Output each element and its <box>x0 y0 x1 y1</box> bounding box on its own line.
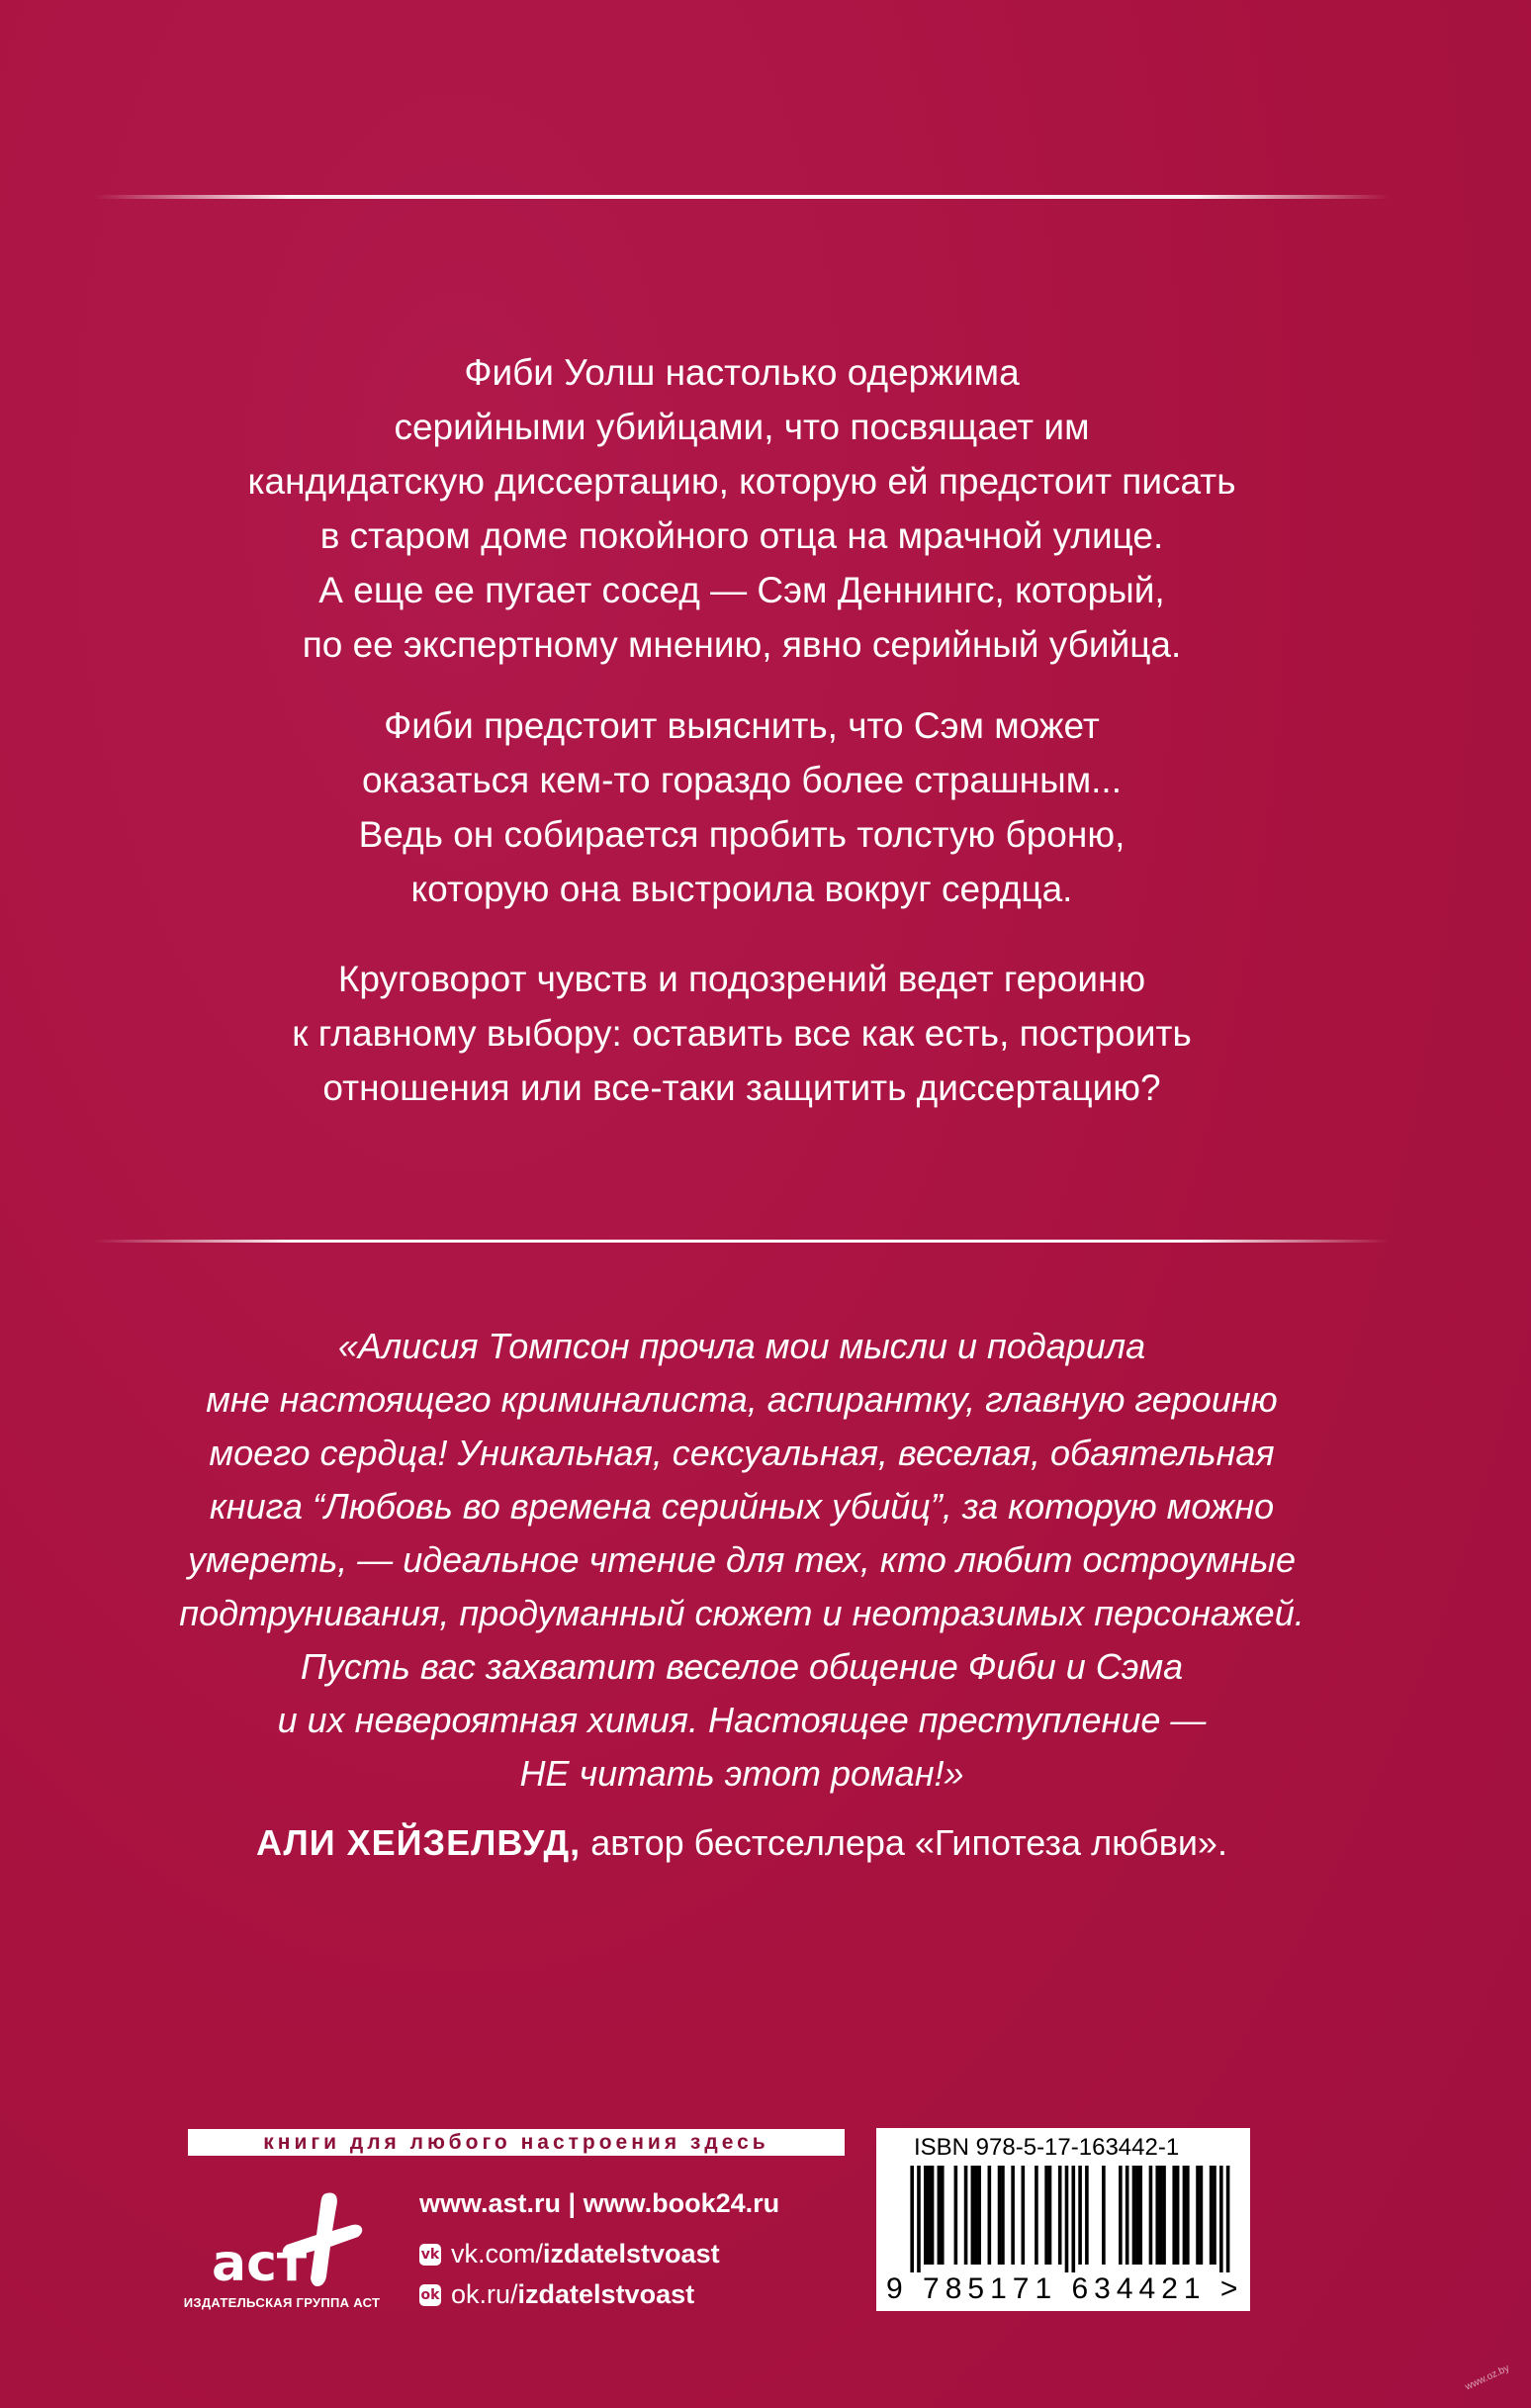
barcode-bar <box>1219 2166 1223 2272</box>
web-links[interactable]: www.ast.ru | www.book24.ru <box>419 2188 780 2218</box>
quote-line: мне настоящего криминалиста, аспирантку, главную героиню <box>206 1379 1278 1420</box>
quote-line: «Алисия Томпсон прочла мои мысли и подарила <box>337 1326 1146 1366</box>
quote-line: подтрунивания, продуманный сюжет и неотразимых персонажей. <box>179 1593 1305 1633</box>
publisher-caption: ИЗДАТЕЛЬСКАЯ ГРУППА АСТ <box>183 2295 381 2310</box>
blurb-line: А еще ее пугает сосед — Сэм Деннингс, который, <box>318 570 1165 610</box>
barcode-bar <box>938 2166 942 2265</box>
barcode-bar <box>1138 2166 1142 2265</box>
blurb-line: отношения или все-таки защитить диссертацию? <box>322 1067 1161 1108</box>
barcode-bar <box>1126 2166 1129 2265</box>
barcode-bar <box>1035 2166 1038 2265</box>
barcode-bar <box>954 2166 958 2265</box>
isbn-block <box>876 2128 1250 2311</box>
blurb-line: к главному выбору: оставить все как есть, построить <box>292 1013 1192 1054</box>
vk-icon: vk <box>419 2244 441 2266</box>
barcode-bar <box>1162 2166 1166 2265</box>
barcode-bar <box>964 2166 968 2265</box>
barcode-bar <box>1048 2166 1052 2265</box>
barcode-bar <box>971 2166 975 2265</box>
barcode-bar <box>1085 2166 1089 2265</box>
quote-line: моего сердца! Уникальная, сексуальная, веселая, обаятельная <box>209 1433 1275 1473</box>
barcode-bar <box>1022 2166 1026 2265</box>
barcode-bar <box>1102 2166 1106 2265</box>
quote-line: умереть, — идеальное чтение для тех, кто любит остроумные <box>188 1539 1296 1580</box>
quote-author: АЛИ ХЕЙЗЕЛВУД, <box>256 1822 582 1863</box>
barcode-bar <box>1149 2166 1153 2265</box>
barcode-bar <box>1044 2166 1048 2265</box>
blurb-line: Фиби предстоит выяснить, что Сэм может <box>384 705 1100 746</box>
vk-prefix: vk.com/ <box>451 2239 544 2269</box>
review-quote <box>79 1320 1404 1801</box>
blurb-line: в старом доме покойного отца на мрачной улице. <box>319 515 1164 556</box>
watermark: www.oz.by <box>1463 2362 1511 2393</box>
middle-divider <box>94 1240 1390 1243</box>
blurb-line: Ведь он собирается пробить толстую броню, <box>358 814 1126 855</box>
quote-line: Пусть вас захватит веселое общение Фиби и Сэма <box>300 1646 1184 1687</box>
barcode-bar <box>1183 2166 1187 2265</box>
blurb-line: оказаться кем-то гораздо более страшным... <box>361 760 1122 800</box>
barcode-bar <box>1186 2166 1190 2265</box>
ok-icon: ok <box>419 2284 441 2306</box>
barcode-bar <box>1065 2166 1069 2272</box>
barcode-bar <box>1159 2166 1163 2265</box>
vk-link[interactable] <box>419 2239 720 2269</box>
barcode-bar <box>1132 2166 1136 2265</box>
barcode-bar <box>1226 2166 1230 2272</box>
barcode-bar <box>974 2166 978 2265</box>
blurb-line: по ее экспертному мнению, явно серийный убийца. <box>302 624 1182 665</box>
isbn-text: ISBN 978-5-17-163442-1 <box>914 2134 1180 2161</box>
barcode-bar <box>924 2166 928 2265</box>
vk-handle: izdatelstvoast <box>543 2239 720 2269</box>
blurb-line: серийными убийцами, что посвящает им <box>394 407 1090 447</box>
barcode-bar <box>1176 2166 1180 2265</box>
blurb-paragraph-1 <box>99 345 1385 672</box>
quote-line: книга “Любовь во времена серийных убийц”, за которую можно <box>209 1486 1275 1527</box>
barcode-bar <box>917 2166 921 2272</box>
blurb-line: Фиби Уолш настолько одержима <box>464 352 1020 393</box>
blurb-line: Круговорот чувств и подозрений ведет героиню <box>337 959 1146 999</box>
barcode-digits: 9 785171 634421 > <box>886 2272 1244 2305</box>
barcode-bar <box>910 2166 914 2272</box>
barcode-bar <box>1155 2166 1159 2265</box>
barcode-bar <box>977 2166 981 2265</box>
quote-line: и их невероятная химия. Настоящее преступление — <box>277 1700 1207 1740</box>
barcode-bar <box>1210 2166 1214 2265</box>
barcode-bar <box>931 2166 935 2265</box>
blurb-paragraph-3 <box>99 952 1385 1115</box>
barcode-bar <box>1058 2166 1062 2265</box>
blurb-paragraph-2 <box>99 698 1385 916</box>
ok-prefix: ok.ru/ <box>451 2279 518 2309</box>
quote-attribution <box>79 1816 1404 1870</box>
logo-wordmark: аст <box>212 2234 308 2293</box>
barcode-bar <box>1071 2166 1075 2272</box>
slogan-band: книги для любого настроения здесь <box>188 2129 845 2156</box>
barcode-bar <box>988 2166 992 2265</box>
barcode-bar <box>1196 2166 1200 2265</box>
blurb-line: кандидатскую диссертацию, которую ей предстоит писать <box>247 461 1236 502</box>
barcode-bar <box>998 2166 1002 2265</box>
barcode-bar <box>1119 2166 1123 2265</box>
barcode-bar <box>1078 2166 1082 2265</box>
blurb-line: которую она выстроила вокруг сердца. <box>410 869 1073 909</box>
barcode-bar <box>941 2166 945 2265</box>
barcode-bar <box>1001 2166 1005 2265</box>
barcode-bar <box>1135 2166 1139 2265</box>
ok-link[interactable] <box>419 2279 694 2310</box>
barcode-bar <box>1213 2166 1216 2265</box>
quote-author-note: автор бестселлера «Гипотеза любви». <box>581 1822 1227 1863</box>
quote-line: НЕ читать этот роман!» <box>519 1753 964 1794</box>
barcode <box>890 2166 1236 2272</box>
barcode-bar <box>927 2166 931 2265</box>
barcode-bar <box>1172 2166 1176 2265</box>
top-divider <box>94 195 1390 199</box>
ok-handle: izdatelstvoast <box>517 2279 695 2309</box>
barcode-bar <box>1011 2166 1015 2265</box>
barcode-bar <box>1200 2166 1204 2265</box>
